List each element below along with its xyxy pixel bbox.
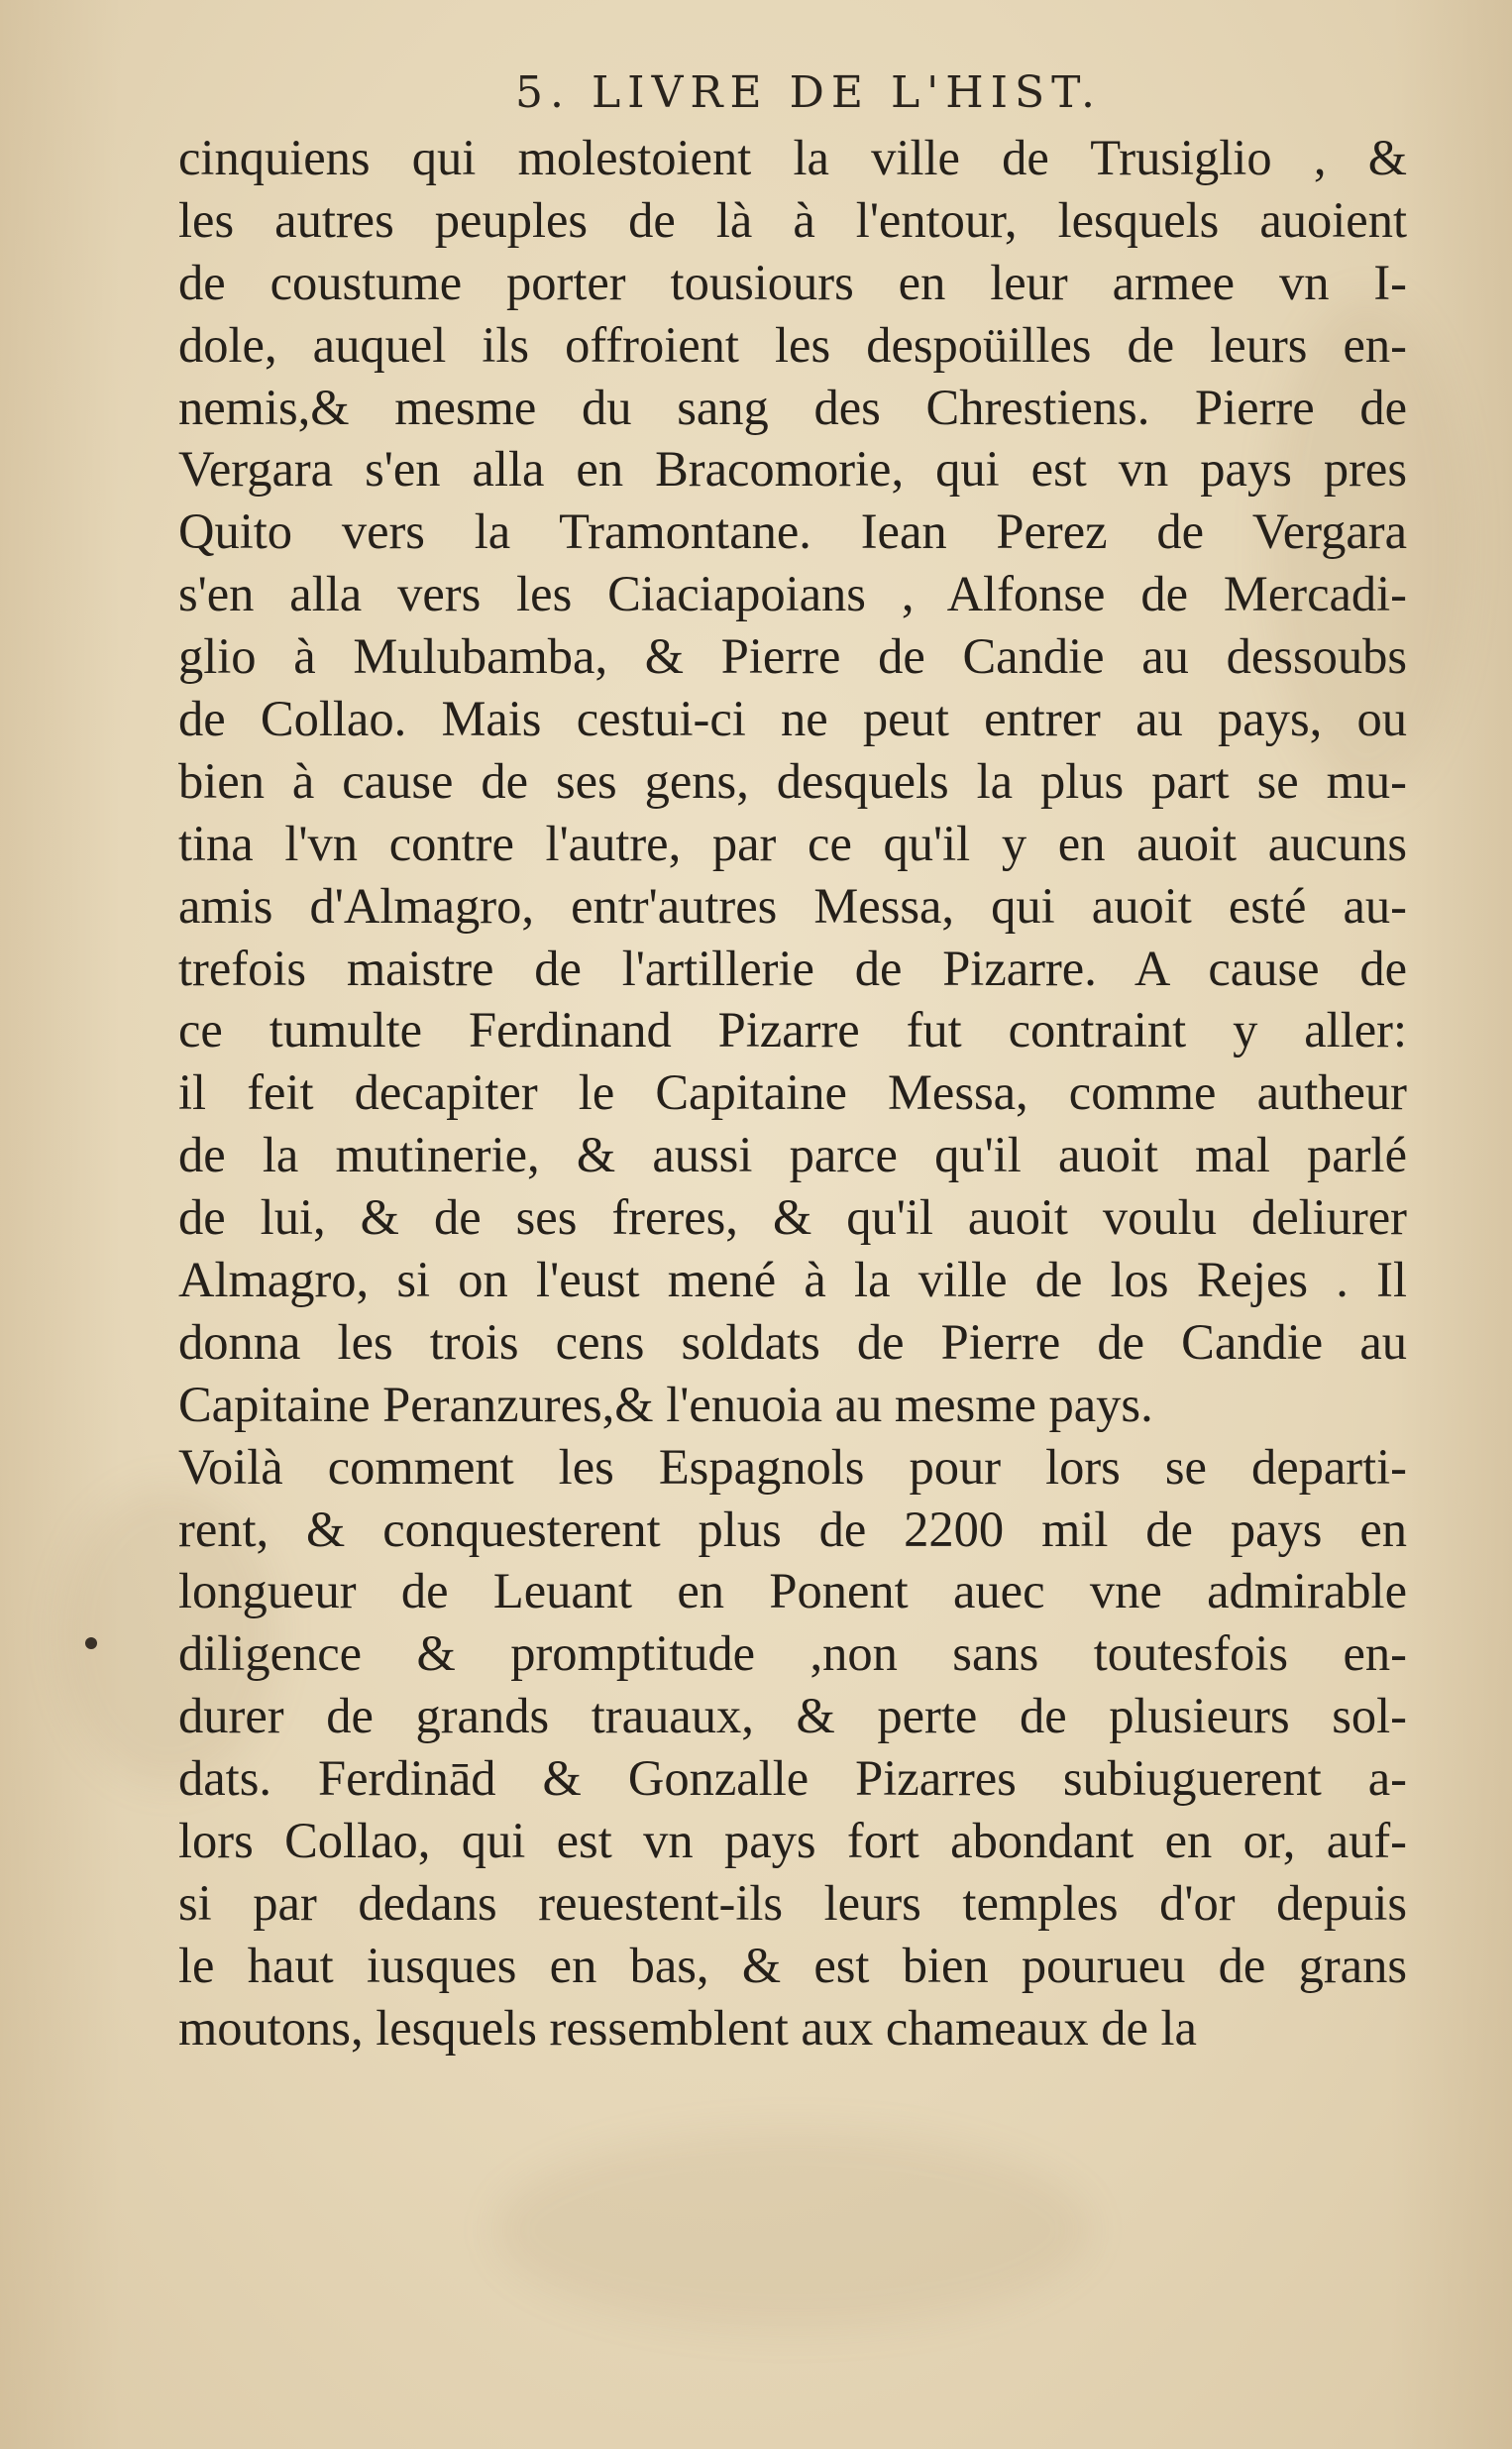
text-line: Quito vers la Tramontane. Iean Perez de Vergara xyxy=(178,503,1407,560)
text-line: glio à Mulubamba, & Pierre de Candie au dessoubs xyxy=(178,628,1407,685)
text-line: tina l'vn contre l'autre, par ce qu'il y en auoit aucuns xyxy=(178,815,1407,871)
running-head: 5. LIVRE DE L'HIST. xyxy=(515,67,1103,118)
text-line: les autres peuples de là à l'entour, lesquels auoient xyxy=(178,191,1407,248)
body-text xyxy=(178,127,1407,2059)
text-line: ce tumulte Ferdinand Pizarre fut contraint y aller: xyxy=(178,1002,1407,1058)
text-line: Almagro, si on l'eust mené à la ville de los Rejes . Il xyxy=(178,1252,1407,1308)
text-line: Vergara s'en alla en Bracomorie, qui est vn pays pres xyxy=(178,441,1407,498)
text-line: s'en alla vers les Ciaciapoians , Alfonse de Mercadi- xyxy=(178,566,1407,622)
text-line: diligence & promptitude ,non sans toutesfois en- xyxy=(178,1625,1407,1682)
text-line: dole, auquel ils offroient les despoüilles de leurs en- xyxy=(178,316,1407,373)
text-line: de la mutinerie, & aussi parce qu'il auoit mal parlé xyxy=(178,1127,1407,1183)
text-line: le haut iusques en bas, & est bien pourueu de grans xyxy=(178,1937,1407,1993)
text-line: de coustume porter tousiours en leur armee vn I- xyxy=(178,254,1407,310)
text-line: trefois maistre de l'artillerie de Pizarre. A cause de xyxy=(178,940,1407,996)
text-line: durer de grands trauaux, & perte de plusieurs sol- xyxy=(178,1688,1407,1744)
text-line: si par dedans reuestent-ils leurs temples d'or depuis xyxy=(178,1874,1407,1931)
text-line: de lui, & de ses freres, & qu'il auoit voulu deliurer xyxy=(178,1189,1407,1246)
text-line: dats. Ferdinād & Gonzalle Pizarres subiuguerent a- xyxy=(178,1750,1407,1807)
text-line: longueur de Leuant en Ponent auec vne admirable xyxy=(178,1563,1407,1619)
text-line: lors Collao, qui est vn pays fort abondant en or, auf- xyxy=(178,1813,1407,1869)
text-line: donna les trois cens soldats de Pierre de Candie au xyxy=(178,1313,1407,1370)
text-line: moutons, lesquels ressemblent aux chameaux de la xyxy=(178,1999,1197,2056)
text-line: Capitaine Peranzures,& l'enuoia au mesme pays. xyxy=(178,1376,1153,1432)
text-line: nemis,& mesme du sang des Chrestiens. Pierre de xyxy=(178,379,1407,435)
paper-stain xyxy=(495,2131,1090,2329)
text-line: de Collao. Mais cestui-ci ne peut entrer au pays, ou xyxy=(178,691,1407,747)
text-line: Voilà comment les Espagnols pour lors se departi- xyxy=(178,1438,1407,1495)
text-line: amis d'Almagro, entr'autres Messa, qui auoit esté au- xyxy=(178,877,1407,934)
text-line: cinquiens qui molestoient la ville de Trusiglio , & xyxy=(178,130,1407,185)
text-line: rent, & conquesterent plus de 2200 mil de pays en xyxy=(178,1501,1407,1557)
text-line: bien à cause de ses gens, desquels la plus part se mu- xyxy=(178,752,1407,809)
text-line: il feit decapiter le Capitaine Messa, comme autheur xyxy=(178,1064,1407,1121)
margin-ink-dot xyxy=(85,1637,97,1649)
